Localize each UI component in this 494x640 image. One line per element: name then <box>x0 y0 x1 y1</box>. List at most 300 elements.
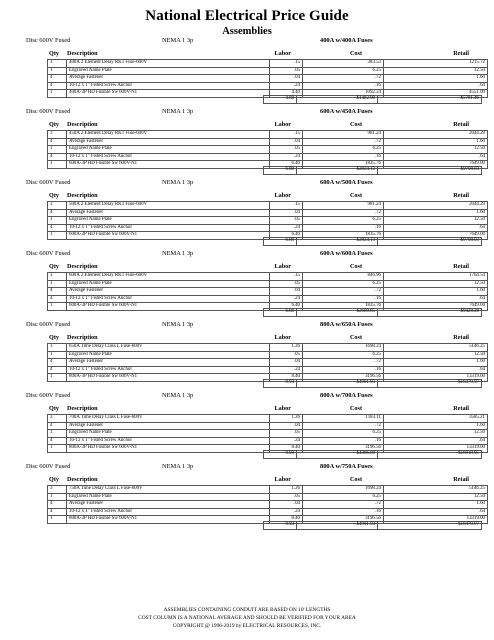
cell-cost: 6.25 <box>303 493 384 501</box>
section-rating: 800A w/650A Fuses <box>320 321 373 328</box>
cell-labor: .24 <box>270 82 303 90</box>
assembly-section <box>0 392 494 463</box>
table-row <box>48 67 488 75</box>
cell-retail: 1.60 <box>384 138 488 146</box>
cell-retail: 1.60 <box>384 75 488 83</box>
cell-qty: 3 <box>48 486 67 494</box>
section-header <box>0 179 494 189</box>
column-header-description: Description <box>67 405 98 412</box>
cell-cost: 981.24 <box>303 202 384 210</box>
cell-labor: .05 <box>270 430 303 438</box>
column-header-labor: Labor <box>274 50 291 57</box>
cell-labor: .15 <box>270 60 303 68</box>
cell-qty: 3 <box>48 415 67 423</box>
section-header <box>0 321 494 331</box>
cell-cost: 6.25 <box>303 146 384 154</box>
table-row <box>48 351 488 359</box>
cell-labor: 6.40 <box>270 161 303 169</box>
table-row <box>48 359 488 367</box>
section-nema-label: NEMA 1 3p <box>162 463 194 470</box>
section-nema-label: NEMA 1 3p <box>162 321 194 328</box>
cell-retail: 13319.00 <box>384 374 488 382</box>
cell-retail: 1.60 <box>384 422 488 430</box>
cell-description: Engraved Name Plate <box>67 280 270 288</box>
cell-labor: .05 <box>270 351 303 359</box>
cell-cost: .16 <box>303 295 384 303</box>
cell-labor: .04 <box>270 209 303 217</box>
column-header-qty: Qty <box>49 334 59 341</box>
table-row <box>48 209 488 217</box>
cell-cost: 1698.24 <box>303 486 384 494</box>
cell-retail: .64 <box>384 224 488 232</box>
cell-labor: 1.26 <box>270 486 303 494</box>
column-header-retail: Retail <box>453 476 469 483</box>
cell-description: 800A-3P HD Fusible Sw 600V-N1 <box>67 516 270 524</box>
column-header-labor: Labor <box>274 476 291 483</box>
cell-qty: 1 <box>48 374 67 382</box>
cell-retail: 2044.29 <box>384 131 488 139</box>
cell-qty: 3 <box>48 60 67 68</box>
cell-cost: .72 <box>303 501 384 509</box>
cell-description: 400A 2 Element Delay RK1 Fuse-600V <box>67 60 270 68</box>
table-row <box>48 202 488 210</box>
table-row <box>48 430 488 438</box>
table-row <box>48 288 488 296</box>
cell-cost: .72 <box>303 359 384 367</box>
items-table <box>47 201 488 240</box>
column-header-cost: Cost <box>349 192 362 199</box>
cell-cost: 383.53 <box>303 60 384 68</box>
cell-description: Engraved Name Plate <box>67 430 270 438</box>
cell-qty: 1 <box>48 303 67 311</box>
section-nema-label: NEMA 1 3p <box>162 250 194 257</box>
column-header-retail: Retail <box>453 121 469 128</box>
section-rating: 800A w/750A Fuses <box>320 463 373 470</box>
assembly-section <box>0 108 494 179</box>
table-row <box>48 273 488 281</box>
cell-labor: .05 <box>270 146 303 154</box>
table-row <box>48 217 488 225</box>
assembly-section <box>0 37 494 108</box>
cell-qty: 4 <box>48 209 67 217</box>
cell-retail: 1764.54 <box>384 273 488 281</box>
cell-qty: 4 <box>48 138 67 146</box>
cell-qty: 1 <box>48 493 67 501</box>
cell-description: 400A-3P HD Fusible Sw 600V-N1 <box>67 90 270 98</box>
total-labor: 4.88 <box>264 96 297 104</box>
table-row <box>48 82 488 90</box>
cell-retail: .64 <box>384 437 488 445</box>
cell-qty: 3 <box>48 344 67 352</box>
assemblies-list <box>0 37 494 534</box>
cell-retail: .64 <box>384 508 488 516</box>
column-header-cost: Cost <box>349 121 362 128</box>
total-cost: $2824.13 <box>297 167 378 175</box>
section-nema-label: NEMA 1 3p <box>162 179 194 186</box>
table-row <box>48 138 488 146</box>
assembly-section <box>0 463 494 534</box>
total-retail: $16918.95 <box>378 451 482 459</box>
assembly-section <box>0 179 494 250</box>
section-rating: 600A w/450A Fuses <box>320 108 373 115</box>
table-row <box>48 280 488 288</box>
section-fuse-label: Disc 600V Fused <box>26 463 71 470</box>
cell-qty: 1 <box>48 280 67 288</box>
cell-description: Average Fastener <box>67 422 270 430</box>
cell-retail: 12.50 <box>384 67 488 75</box>
cell-description: 10-12 x 1" Fisted Screw Anchor <box>67 508 270 516</box>
cell-description: Engraved Name Plate <box>67 146 270 154</box>
section-rating: 400A w/400A Fuses <box>320 37 373 44</box>
column-header-description: Description <box>67 192 98 199</box>
section-header <box>0 250 494 260</box>
section-nema-label: NEMA 1 3p <box>162 108 194 115</box>
total-retail: $5781.46 <box>378 96 482 104</box>
cell-cost: .72 <box>303 422 384 430</box>
cell-cost: 1835.76 <box>303 232 384 240</box>
cell-labor: 6.40 <box>270 303 303 311</box>
footer-note-cost: COST COLUMN IS A NATIONAL AVERAGE AND SHOULD BE VERIFIED FOR YOUR AREA <box>138 615 356 621</box>
cell-qty: 3 <box>48 131 67 139</box>
column-header-description: Description <box>67 334 98 341</box>
column-header-qty: Qty <box>49 192 59 199</box>
cell-cost: 6.25 <box>303 280 384 288</box>
totals-row <box>263 95 482 104</box>
column-headers <box>0 405 494 414</box>
cell-description: 500A 2 Element Delay RK1 Fuse-600V <box>67 202 270 210</box>
column-header-qty: Qty <box>49 476 59 483</box>
cell-retail: .64 <box>384 295 488 303</box>
cell-cost: 6.25 <box>303 430 384 438</box>
cell-cost: .16 <box>303 153 384 161</box>
total-labor: 6.88 <box>264 238 297 246</box>
total-labor: 6.88 <box>264 309 297 317</box>
cell-labor: .04 <box>270 359 303 367</box>
page-subtitle: Assemblies <box>222 26 272 37</box>
table-row <box>48 437 488 445</box>
items-table <box>47 485 488 524</box>
cell-labor: .24 <box>270 295 303 303</box>
cell-description: Engraved Name Plate <box>67 67 270 75</box>
cell-description: 600A-3P HD Fusible Sw 600V-N1 <box>67 303 270 311</box>
cell-cost: .16 <box>303 82 384 90</box>
column-header-labor: Labor <box>274 192 291 199</box>
column-header-labor: Labor <box>274 334 291 341</box>
cell-qty: 4 <box>48 75 67 83</box>
column-header-cost: Cost <box>349 476 362 483</box>
cell-retail: 1.60 <box>384 288 488 296</box>
cell-description: 800A-3P HD Fusible Sw 600V-N1 <box>67 445 270 453</box>
cell-labor: .05 <box>270 280 303 288</box>
cell-qty: 1 <box>48 351 67 359</box>
cell-description: 10-12 x 1" Fisted Screw Anchor <box>67 437 270 445</box>
cell-description: 750A Time Delay Class L Fuse-600V <box>67 486 270 494</box>
table-row <box>48 486 488 494</box>
cell-labor: .04 <box>270 422 303 430</box>
column-header-labor: Labor <box>274 263 291 270</box>
table-row <box>48 493 488 501</box>
cell-retail: 1.60 <box>384 209 488 217</box>
cell-retail: 12.50 <box>384 217 488 225</box>
cell-retail: 3585.21 <box>384 415 488 423</box>
cell-qty: 1 <box>48 67 67 75</box>
totals-row <box>263 166 482 175</box>
cell-description: Average Fastener <box>67 501 270 509</box>
table-row <box>48 344 488 352</box>
table-row <box>48 366 488 374</box>
column-header-cost: Cost <box>349 405 362 412</box>
column-header-cost: Cost <box>349 50 362 57</box>
section-header <box>0 37 494 47</box>
cell-retail: 13319.00 <box>384 516 488 524</box>
cell-retail: 2044.29 <box>384 202 488 210</box>
cell-retail: 12.50 <box>384 351 488 359</box>
cell-description: Average Fastener <box>67 359 270 367</box>
cell-description: 10-12 x 1" Fisted Screw Anchor <box>67 224 270 232</box>
table-row <box>48 146 488 154</box>
cell-retail: 1215.72 <box>384 60 488 68</box>
cell-cost: 1698.24 <box>303 344 384 352</box>
cell-cost: .16 <box>303 437 384 445</box>
cell-qty: 4 <box>48 224 67 232</box>
section-header <box>0 392 494 402</box>
cell-description: 700A Time Delay Class L Fuse-600V <box>67 415 270 423</box>
section-fuse-label: Disc 600V Fused <box>26 392 71 399</box>
section-header <box>0 108 494 118</box>
totals-row <box>263 237 482 246</box>
column-header-qty: Qty <box>49 405 59 412</box>
cell-retail: 12.50 <box>384 146 488 154</box>
column-headers <box>0 476 494 485</box>
cell-retail: 1.60 <box>384 359 488 367</box>
section-fuse-label: Disc 600V Fused <box>26 37 71 44</box>
section-nema-label: NEMA 1 3p <box>162 392 194 399</box>
section-fuse-label: Disc 600V Fused <box>26 321 71 328</box>
column-headers <box>0 121 494 130</box>
column-header-description: Description <box>67 121 98 128</box>
cell-cost: 6.25 <box>303 351 384 359</box>
cell-retail: 13319.00 <box>384 445 488 453</box>
column-header-retail: Retail <box>453 263 469 270</box>
cell-labor: .15 <box>270 273 303 281</box>
table-row <box>48 415 488 423</box>
cell-labor: .05 <box>270 217 303 225</box>
cell-description: Average Fastener <box>67 288 270 296</box>
cell-cost: 3196.56 <box>303 445 384 453</box>
table-row <box>48 224 488 232</box>
items-table <box>47 59 488 98</box>
column-header-description: Description <box>67 263 98 270</box>
cell-qty: 4 <box>48 437 67 445</box>
cell-labor: .24 <box>270 224 303 232</box>
cell-cost: .72 <box>303 75 384 83</box>
column-header-retail: Retail <box>453 50 469 57</box>
column-headers <box>0 192 494 201</box>
total-labor: 9.93 <box>264 451 297 459</box>
cell-retail: 5146.25 <box>384 486 488 494</box>
cell-retail: 12.50 <box>384 430 488 438</box>
cell-cost: .16 <box>303 366 384 374</box>
total-retail: $9708.03 <box>378 238 482 246</box>
total-labor: 9.93 <box>264 522 297 530</box>
cell-retail: 12.50 <box>384 280 488 288</box>
cell-retail: 7649.00 <box>384 161 488 169</box>
items-table <box>47 343 488 382</box>
cell-cost: .16 <box>303 224 384 232</box>
totals-row <box>263 450 482 459</box>
total-labor: 9.93 <box>264 380 297 388</box>
cell-qty: 4 <box>48 501 67 509</box>
section-rating: 800A w/700A Fuses <box>320 392 373 399</box>
cell-qty: 1 <box>48 516 67 524</box>
cell-qty: 1 <box>48 430 67 438</box>
cell-labor: 8.40 <box>270 374 303 382</box>
cell-cost: 1092.24 <box>303 90 384 98</box>
cell-cost: 1835.76 <box>303 303 384 311</box>
column-header-cost: Cost <box>349 263 362 270</box>
cell-retail: .64 <box>384 153 488 161</box>
cell-description: 450A 2 Element Delay RK1 Fuse-600V <box>67 131 270 139</box>
cell-description: 800A-3P HD Fusible Sw 600V-N1 <box>67 374 270 382</box>
items-table <box>47 272 488 311</box>
cell-labor: 1.26 <box>270 415 303 423</box>
cell-retail: 5146.25 <box>384 344 488 352</box>
total-cost: $2689.85 <box>297 309 378 317</box>
total-retail: $18479.97 <box>378 522 482 530</box>
cell-cost: 1183.11 <box>303 415 384 423</box>
cell-qty: 1 <box>48 146 67 154</box>
column-header-qty: Qty <box>49 50 59 57</box>
cell-retail: 4551.00 <box>384 90 488 98</box>
total-labor: 6.88 <box>264 167 297 175</box>
cell-labor: 8.40 <box>270 516 303 524</box>
cell-retail: .64 <box>384 82 488 90</box>
cell-description: Average Fastener <box>67 75 270 83</box>
column-header-labor: Labor <box>274 121 291 128</box>
total-retail: $18479.97 <box>378 380 482 388</box>
column-header-retail: Retail <box>453 192 469 199</box>
cell-labor: .24 <box>270 153 303 161</box>
cell-retail: 7649.00 <box>384 232 488 240</box>
table-row <box>48 295 488 303</box>
assembly-section <box>0 250 494 321</box>
cell-qty: 4 <box>48 82 67 90</box>
cell-cost: 1835.76 <box>303 161 384 169</box>
column-header-description: Description <box>67 476 98 483</box>
cell-labor: 4.40 <box>270 90 303 98</box>
cell-labor: .04 <box>270 138 303 146</box>
cell-description: 600A-3P HD Fusible Sw 600V-N1 <box>67 161 270 169</box>
cell-description: 10-12 x 1" Fisted Screw Anchor <box>67 366 270 374</box>
cell-cost: 3196.56 <box>303 374 384 382</box>
cell-labor: .24 <box>270 437 303 445</box>
cell-labor: 8.40 <box>270 445 303 453</box>
cell-cost: 6.25 <box>303 217 384 225</box>
cell-description: Engraved Name Plate <box>67 351 270 359</box>
cell-retail: .64 <box>384 366 488 374</box>
cell-retail: 7649.00 <box>384 303 488 311</box>
cell-labor: .15 <box>270 202 303 210</box>
cell-cost: 6.25 <box>303 67 384 75</box>
cell-labor: .24 <box>270 366 303 374</box>
section-rating: 600A w/600A Fuses <box>320 250 373 257</box>
cell-description: 10-12 x 1" Fisted Screw Anchor <box>67 82 270 90</box>
cell-labor: .04 <box>270 501 303 509</box>
totals-row <box>263 521 482 530</box>
cell-qty: 4 <box>48 366 67 374</box>
cell-qty: 1 <box>48 90 67 98</box>
cell-qty: 3 <box>48 202 67 210</box>
column-headers <box>0 263 494 272</box>
cell-description: Engraved Name Plate <box>67 217 270 225</box>
cell-qty: 4 <box>48 153 67 161</box>
cell-qty: 3 <box>48 273 67 281</box>
table-row <box>48 60 488 68</box>
column-header-labor: Labor <box>274 405 291 412</box>
cell-labor: .04 <box>270 75 303 83</box>
cell-cost: .72 <box>303 209 384 217</box>
totals-row <box>263 379 482 388</box>
cell-retail: 12.50 <box>384 493 488 501</box>
cell-cost: 3196.56 <box>303 516 384 524</box>
cell-qty: 4 <box>48 295 67 303</box>
table-row <box>48 422 488 430</box>
total-cost: $1482.90 <box>297 96 378 104</box>
items-table <box>47 130 488 169</box>
section-nema-label: NEMA 1 3p <box>162 37 194 44</box>
cell-qty: 1 <box>48 445 67 453</box>
total-cost: $4901.93 <box>297 522 378 530</box>
totals-row <box>263 308 482 317</box>
cell-labor: 1.26 <box>270 344 303 352</box>
footer-note-conduit: ASSEMBLIES CONTAINING CONDUIT ARE BASED ON 10' LENGTHS <box>163 607 331 613</box>
cell-qty: 1 <box>48 232 67 240</box>
section-fuse-label: Disc 600V Fused <box>26 250 71 257</box>
total-retail: $9708.03 <box>378 167 482 175</box>
cell-labor: .24 <box>270 508 303 516</box>
cell-qty: 1 <box>48 161 67 169</box>
column-header-qty: Qty <box>49 121 59 128</box>
cell-labor: .04 <box>270 288 303 296</box>
column-header-cost: Cost <box>349 334 362 341</box>
section-rating: 600A w/500A Fuses <box>320 179 373 186</box>
cell-description: Average Fastener <box>67 138 270 146</box>
total-cost: $4901.93 <box>297 380 378 388</box>
cell-qty: 1 <box>48 217 67 225</box>
cell-cost: .16 <box>303 508 384 516</box>
assembly-section <box>0 321 494 392</box>
section-fuse-label: Disc 600V Fused <box>26 108 71 115</box>
column-headers <box>0 50 494 59</box>
cell-retail: 1.60 <box>384 501 488 509</box>
page-title: National Electrical Price Guide <box>145 8 349 24</box>
cell-description: 600A-3P HD Fusible Sw 600V-N1 <box>67 232 270 240</box>
cell-description: 10-12 x 1" Fisted Screw Anchor <box>67 295 270 303</box>
cell-labor: .05 <box>270 493 303 501</box>
cell-qty: 4 <box>48 508 67 516</box>
table-row <box>48 131 488 139</box>
section-fuse-label: Disc 600V Fused <box>26 179 71 186</box>
cell-description: 600A 2 Element Delay RK1 Fuse-600V <box>67 273 270 281</box>
column-header-retail: Retail <box>453 405 469 412</box>
table-row <box>48 501 488 509</box>
cell-qty: 4 <box>48 288 67 296</box>
cell-labor: .15 <box>270 131 303 139</box>
cell-cost: .72 <box>303 138 384 146</box>
cell-description: Engraved Name Plate <box>67 493 270 501</box>
items-table <box>47 414 488 453</box>
section-header <box>0 463 494 473</box>
